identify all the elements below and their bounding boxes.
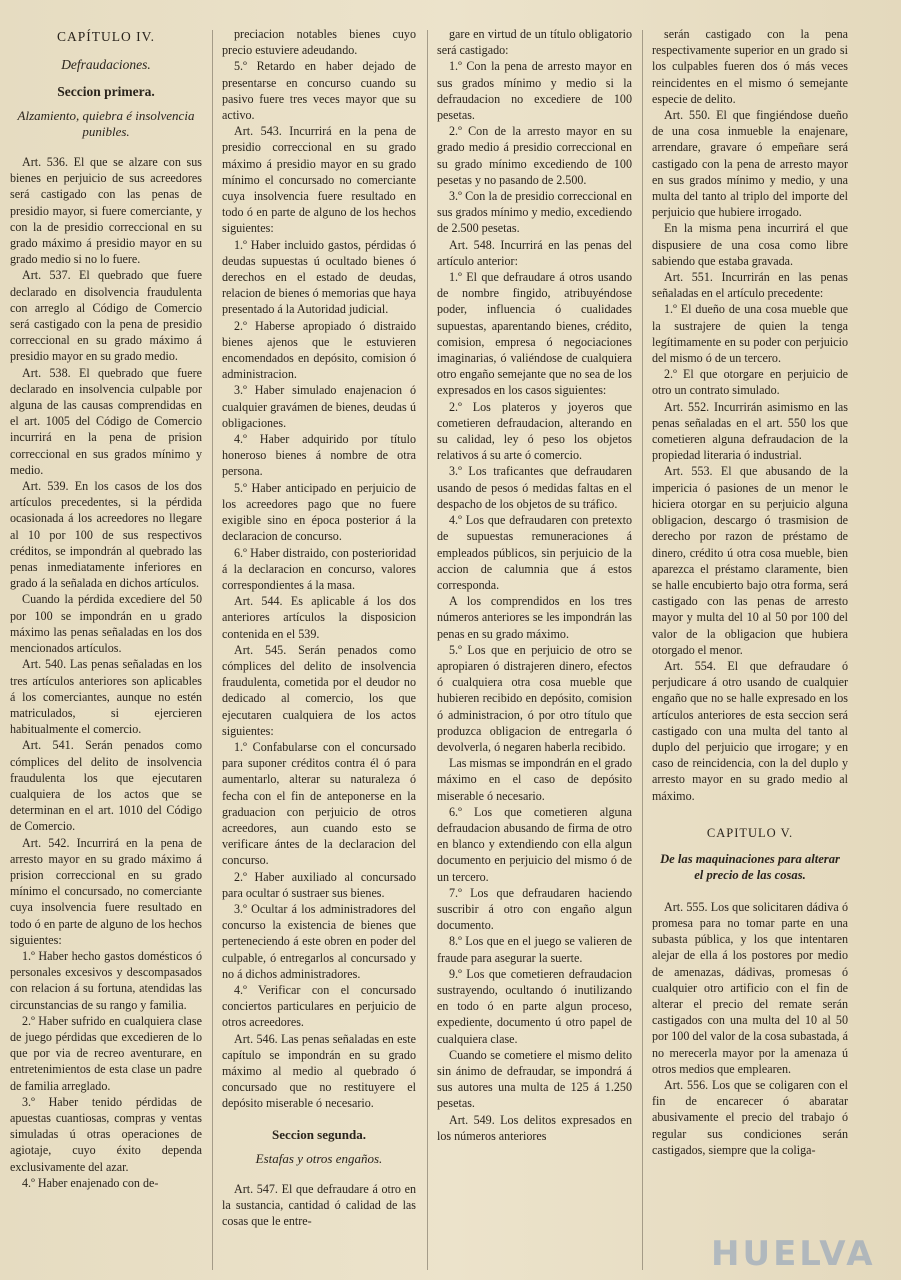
paragraph: preciacion notables bienes cuyo precio estuviere adeudando. (222, 27, 416, 58)
column-rule (212, 30, 213, 1270)
paragraph: Art. 538. El quebrado que fuere declarado en insolvencia culpable por alguna de las causas comprendidas en el art. 1005 del Código de Comercio incurrirá en la pena de prision correccional en sus grados mínimo y medio. (10, 365, 202, 477)
paragraph: Art. 537. El quebrado que fuere declarado en disolvencia fraudulenta con arreglo al Código de Comercio será castigado con la pena de presidio correccional en su grado máximo á presidio mayor en su grado medio. (10, 268, 202, 364)
section-heading: Seccion primera. (57, 84, 155, 99)
paragraph: Art. 556. Los que se coligaren con el fin de encarecer ó abaratar abusivamente el precio del trabajo ó regular sus condiciones serán castigados, siempre que la coliga- (652, 1077, 848, 1157)
paragraph: 8.º Los que en el juego se valieren de fraude para asegurar la suerte. (437, 934, 632, 965)
paragraph: Art. 540. Las penas señaladas en los tres artículos anteriores son aplicables á los comerciantes, aunque no estén matriculados, si ejercieren habitualmente el comercio. (10, 657, 202, 737)
paragraph: Art. 542. Incurrirá en la pena de arresto mayor en su grado máximo á prision correccional en su grado mínimo el concursado, no comerciante cuya insolvencia fuere resultado en todo ó en parte de alguno de los hechos siguientes: (10, 835, 202, 947)
column-rule (427, 30, 428, 1270)
paragraph: Las mismas se impondrán en el grado máximo en el caso de depósito miserable ó necesario. (437, 756, 632, 803)
paragraph: 4.º Verificar con el concursado conciertos particulares en perjuicio de otros acreedores. (222, 982, 416, 1030)
paragraph: serán castigado con la pena respectivamente superior en un grado si los culpables fueren dos ó más veces reincidentes en el mismo ó semejante especie de delito. (652, 27, 848, 106)
column-rule (642, 30, 643, 1270)
paragraph: Art. 548. Incurrirá en las penas del artículo anterior: (437, 237, 632, 268)
paragraph: Cuando la pérdida excediere del 50 por 100 se impondrán en u grado máximo las penas señaladas en los dos mencionados artículos. (10, 592, 202, 656)
paragraph: 6.º Los que cometieren alguna defraudacion abusando de firma de otro en blanco y extendiendo con ella algun documento en perjuicio del mismo ó de un tercero. (437, 804, 632, 884)
paragraph: 2.º Con de la arresto mayor en su grado medio á presidio correccional en su grado mínimo excediendo de 100 pesetas y no pasando de 2.500. (437, 124, 632, 187)
article-text (222, 26, 416, 1112)
paragraph: A los comprendidos en los tres números anteriores se les impondrán las penas en su grado máximo. (437, 594, 632, 641)
paragraph: Art. 539. En los casos de los dos artículos precedentes, si la pérdida ocasionada á los acreedores no llegare al 10 por 100 de sus respectivos créditos, se impondrán al quebrado las penas inmediatamente inferiores en grado á la señalada en dichos artículos. (10, 479, 202, 591)
paragraph: 9.º Los que cometieren defraudacion sustrayendo, ocultando ó inutilizando en todo ó en parte algun proceso, expediente, documento ú otro papel de cualquiera clase. (437, 966, 632, 1046)
paragraph: 1.º El dueño de una cosa mueble que la sustrajere de quien la tenga legítimamente en su poder con perjuicio del mismo ó de un tercero. (652, 302, 848, 366)
paragraph: 4.º Haber adquirido por título honeroso bienes á nombre de otra persona. (222, 432, 416, 479)
paragraph: 3.º Haber simulado enajenacion ó cualquier gravámen de bienes, deudas ú obligaciones. (222, 383, 416, 430)
paragraph: Art. 549. Los delitos expresados en los números anteriores (437, 1112, 632, 1143)
paragraph: Art. 541. Serán penados como cómplices del delito de insolvencia fraudulenta los que ejecutaren cualquiera de los actos que se determinan en el art. 1010 del Código de Comercio. (10, 738, 202, 834)
paragraph: 6.º Haber distraido, con posterioridad á la declaracion en concurso, valores correspondientes á la masa. (222, 545, 416, 592)
column-4 (652, 26, 848, 1270)
chapter-heading: CAPÍTULO IV. (56, 29, 155, 44)
paragraph: Art. 554. El que defraudare ó perjudicare á otro usando de cualquier engaño que no se halle expresado en los artículos anteriores de esta seccion será castigado con una multa del tanto al duplo del perjuicio que irrogare; y en caso de reincidencia, con la del duplo y arresto mayor en su grado medio al máximo. (652, 658, 848, 803)
paragraph: 7.º Los que defraudaren haciendo suscribir á otro con engaño algun documento. (437, 885, 632, 933)
chapter-title: Defraudaciones. (61, 57, 151, 72)
paragraph: En la misma pena incurrirá el que dispusiere de una cosa como libre sabiendo que estaba gravada. (652, 221, 848, 268)
paragraph: Art. 543. Incurrirá en la pena de presidio correccional en su grado máximo á presidio mayor en su grado mínimo el concursado no comerciante cuya insolvencia fuere resultado en todo ó en parte de alguno de los hechos siguientes: (222, 124, 416, 236)
column-2 (222, 26, 416, 1270)
paragraph: 2.º El que otorgare en perjuicio de otro un contrato simulado. (652, 367, 848, 398)
paragraph: Art. 551. Incurrirán en las penas señaladas en el artículo precedente: (652, 270, 848, 301)
paragraph: Art. 545. Serán penados como cómplices del delito de insolvencia fraudulenta, cometida por el deudor no dedicado al comercio, los que ejecutaren cualquiera de los actos siguientes: (222, 642, 416, 738)
paragraph: 5.º Retardo en haber dejado de presentarse en concurso cuando su pasivo fuere tres veces mayor que su activo. (222, 59, 416, 123)
chapter-heading: CAPITULO V. (706, 825, 794, 840)
paragraph: Art. 555. Los que solicitaren dádiva ó promesa para no tomar parte en una subasta pública, y los que intentaren alejar de ella á los postores por medio de amenazas, dádivas, promesas ó cualquier otro artificio con el fin de alterar el precio del remate serán castigados con una multa del 10 al 50 por 100 del valor de la cosa subastada, á no merecerla mayor por la amenaza ú otros medios que emplearen. (652, 899, 848, 1076)
paragraph: 1.º El que defraudare á otros usando de nombre fingido, atribuyéndose poder, influencia ó cualidades supuestas, aparentando bienes, crédito, comision, empresa ó negociaciones imaginarias, ó valiéndose de cualquiera otro engaño semejante que no sea de los expresados en los casos siguientes: (437, 270, 632, 398)
chapter-title: De las maquinaciones para alterar el precio de las cosas. (660, 851, 840, 882)
article-text (652, 899, 848, 1158)
paragraph: 2.º Los plateros y joyeros que cometieren defraudacion, alterando en su calidad, ley ó peso los objetos relativos á su arte ó comercio. (437, 399, 632, 463)
column-1 (10, 26, 202, 1270)
paragraph: Art. 550. El que fingiéndose dueño de una cosa inmueble la enajenare, arrendare, gravare ó empeñare será castigado con la pena de arresto mayor en sus grados mínimo y medio, y una multa del tanto al triplo del importe del perjuicio que hubiere irrogado. (652, 108, 848, 220)
article-text (10, 154, 202, 1191)
paragraph: gare en virtud de un título obligatorio será castigado: (437, 27, 632, 58)
section-heading: Seccion segunda. (272, 1126, 366, 1142)
paragraph: 3.º Con la de presidio correccional en sus grados mínimo y medio, excediendo de 2.500 pesetas. (437, 189, 632, 236)
paragraph: 3.º Haber tenido pérdidas de apuestas cuantiosas, compras y ventas simuladas ú otras operaciones de agiotaje, cuyo éxito dependa exclusivamente del azar. (10, 1094, 202, 1174)
paragraph: 4.º Haber enajenado con de- (22, 1175, 159, 1190)
paragraph: 3.º Ocultar á los administradores del concurso la existencia de bienes que perteneciendo á este obren en poder del culpable, ó entregarlos al concursado y no á dichos administradores. (222, 901, 416, 981)
paragraph: Art. 552. Incurrirán asimismo en las penas señaladas en el art. 550 los que cometieren alguna defraudacion de la propiedad literaria ó industrial. (652, 399, 848, 463)
paragraph: 3.º Los traficantes que defraudaren usando de pesos ó medidas faltas en el despacho de los objetos de su tráfico. (437, 464, 632, 511)
section-subtitle: Estafas y otros engaños. (255, 1150, 383, 1166)
paragraph: 1.º Confabularse con el concursado para suponer créditos contra él ó para aumentarlo, alterar su naturaleza ó fecha con el fin de anteponerse en la graduacion con perjuicio de otros acreedores, aun cuando esto se verificare ántes de la declaracion del concurso. (222, 739, 416, 868)
library-stamp: HUELVA (711, 1234, 876, 1274)
column-3 (437, 26, 632, 1270)
paragraph: 5.º Los que en perjuicio de otro se apropiaren ó distrajeren dinero, efectos ó cualquiera otra cosa mueble que hubieren recibido en depósito, comision ó administracion, ó por otro título que produzca obligacion de entregarla ó devolverla, ó negaren haberla recibido. (437, 642, 632, 754)
paragraph: 1.º Con la pena de arresto mayor en sus grados mínimo y medio si la defraudacion no excediere de 100 pesetas. (437, 59, 632, 123)
article-text (222, 1181, 416, 1230)
paragraph: 5.º Haber anticipado en perjuicio de los acreedores pago que no fuere exigible sino en época posterior á la declaracion de concurso. (222, 480, 416, 544)
paragraph: 2.º Haberse apropiado ó distraido bienes ajenos que le estuvieren encomendados en depósito, comision ó administracion. (222, 318, 416, 382)
paragraph: Art. 544. Es aplicable á los dos anteriores artículos la disposicion contenida en el 539. (222, 594, 416, 641)
paragraph: 4.º Los que defraudaren con pretexto de supuestas remuneraciones á empleados públicos, sin perjuicio de la accion de calumnia que á estos corresponda. (437, 513, 632, 592)
paragraph: 1.º Haber hecho gastos domésticos ó personales excesivos y descompasados con relacion á su fortuna, atendidas las circunstancias de su rango y familia. (10, 948, 202, 1012)
paragraph: Art. 547. El que defraudare á otro en la sustancia, cantidad ó calidad de las cosas que le entre- (222, 1181, 416, 1229)
article-text (437, 26, 632, 1144)
article-text (652, 26, 848, 804)
paragraph: Art. 553. El que abusando de la impericia ó pasiones de un menor le hiciera otorgar en su perjuicio alguna obligacion, descargo ó trasmision de derecho por razon de préstamo de dinero, crédito ú otra cosa mueble, bien aparezca el préstamo claramente, bien se halle encubierto bajo otra forma, será castigado con las penas de arresto mayor y multa del 10 al 50 por 100 del valor de la obligacion que hubiera otorgado el menor. (652, 464, 848, 657)
paragraph: Cuando se cometiere el mismo delito sin ánimo de defraudar, se impondrá á sus autores una multa de 125 á 1.250 pesetas. (437, 1047, 632, 1111)
paragraph: Art. 546. Las penas señaladas en este capítulo se impondrán en su grado máximo al medio al quebrado ó concursado que no restituyere el depósito miserable ó necesario. (222, 1031, 416, 1111)
section-subtitle: Alzamiento, quiebra é insolvencia punibles. (17, 108, 195, 139)
paragraph: 1.º Haber incluido gastos, pérdidas ó deudas supuestas ú ocultado bienes ó derechos en el estado de deudas, relacion de bienes ó memorias que haya presentado á la Autoridad judicial. (222, 237, 416, 317)
paragraph: 2.º Haber sufrido en cualquiera clase de juego pérdidas que excedieren de lo que por via de recreo aventurare, en entretenimientos de esta clase un padre de familia arreglado. (10, 1013, 202, 1093)
paragraph: 2.º Haber auxiliado al concursado para ocultar ó sustraer sus bienes. (222, 869, 416, 900)
paragraph: Art. 536. El que se alzare con sus bienes en perjuicio de sus acreedores será castigado con las penas de presidio mayor, si fuere comerciante, y con la de presidio correccional en su grado máximo á presidio mayor en su grado medio si no lo fuere. (10, 155, 202, 267)
